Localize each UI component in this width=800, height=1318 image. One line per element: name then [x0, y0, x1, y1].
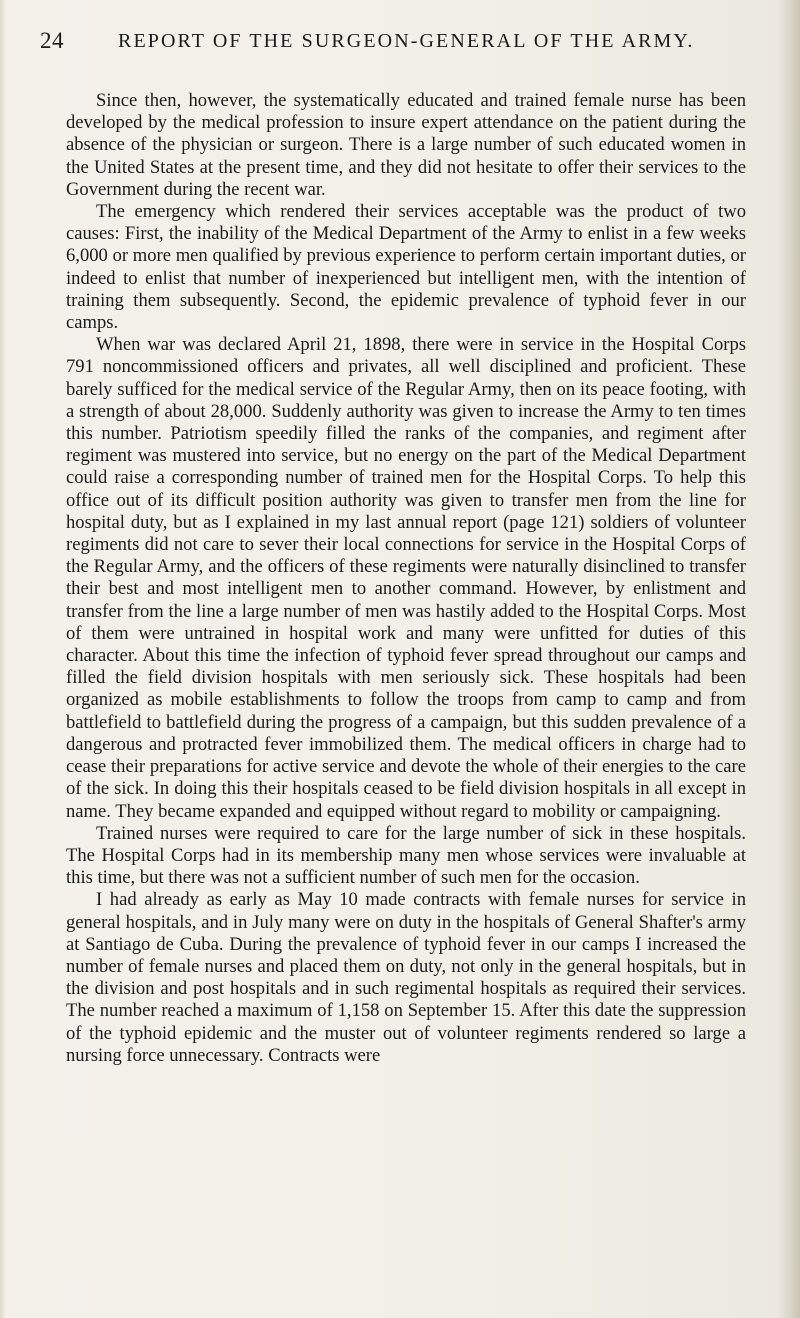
paragraph-war-declared: When war was declared April 21, 1898, there were in service in the Hospital Corps 791 noncommissioned officers and privates, all well disciplined and proficient. These barely sufficed for the medical service of the Regular Army, then on its peace footing, with a strength of about 28,000. Suddenly authority was given to increase the Army to ten times this number. Patriotism speedily filled the ranks of the companies, and regiment after regiment was mustered into service, but no energy on the part of the Medical Department could raise a corresponding number of trained men for the Hospital Corps. To help this office out of its difficult position authority was given to transfer men from the line for hospital duty, but as I explained in my last annual report (page 121) soldiers of volunteer regiments did not care to sever their local connections for service in the Hospital Corps of the Regular Army, and the officers of these regiments were naturally disinclined to transfer their best and most intelligent men to another command. However, by enlistment and transfer from the line a large number of men was hastily added to the Hospital Corps. Most of them were untrained in hospital work and many were unfitted for duties of this character. About this time the infection of typhoid fever spread throughout our camps and filled the field division hospitals with men seriously sick. These hospitals had been organized as mobile establishments to follow the troops from camp to camp and from battlefield to battlefield during the progress of a campaign, but this sudden prevalence of a dangerous and protracted fever immobilized them. The medical officers in charge had to cease their preparations for active service and devote the whole of their energies to the care of the sick. In doing this their hospitals ceased to be field division hospitals in all except in name. They became expanded and equipped without regard to mobility or campaigning.: [66, 334, 746, 822]
paragraph-contracts-female-nurses: I had already as early as May 10 made contracts with female nurses for service in general hospitals, and in July many were on duty in the hospitals of General Shafter's army at Santiago de Cuba. During the prevalence of typhoid fever in our camps I increased the number of female nurses and placed them on duty, not only in the general hospitals, but in the division and post hospitals and in such regimental hospitals as required their services. The number reached a maximum of 1,158 on September 15. After this date the suppression of the typhoid epidemic and the muster out of volunteer regiments rendered so large a nursing force unnecessary. Contracts were: [66, 889, 746, 1066]
body-text: [66, 90, 746, 1067]
page-number: 24: [40, 28, 64, 53]
running-head: REPORT OF THE SURGEON-GENERAL OF THE ARMY.: [118, 30, 695, 52]
paragraph-trained-nurses-developed: Since then, however, the systematically educated and trained female nurse has been developed by the medical profession to insure expert attendance on the patient during the absence of the physician or surgeon. There is a large number of such educated women in the United States at the present time, and they did not hesitate to offer their services to the Government during the recent war.: [66, 90, 746, 200]
paragraph-trained-nurses-required: Trained nurses were required to care for the large number of sick in these hospitals. The Hospital Corps had in its membership many men whose services were invaluable at this time, but there was not a sufficient number of such men for the occasion.: [66, 822, 746, 889]
page-left-edge-shadow: [0, 0, 6, 1318]
paragraph-emergency-causes: The emergency which rendered their services acceptable was the product of two causes: First, the inability of the Medical Department of the Army to enlist in a few weeks 6,000 or more men qualified by previous experience to perform certain important duties, or indeed to enlist that number of inexperienced but intelligent men, with the intention of training them subsequently. Second, the epidemic prevalence of typhoid fever in our camps.: [66, 201, 746, 334]
page-header: [40, 28, 760, 56]
page-right-edge-shadow: [778, 0, 800, 1318]
